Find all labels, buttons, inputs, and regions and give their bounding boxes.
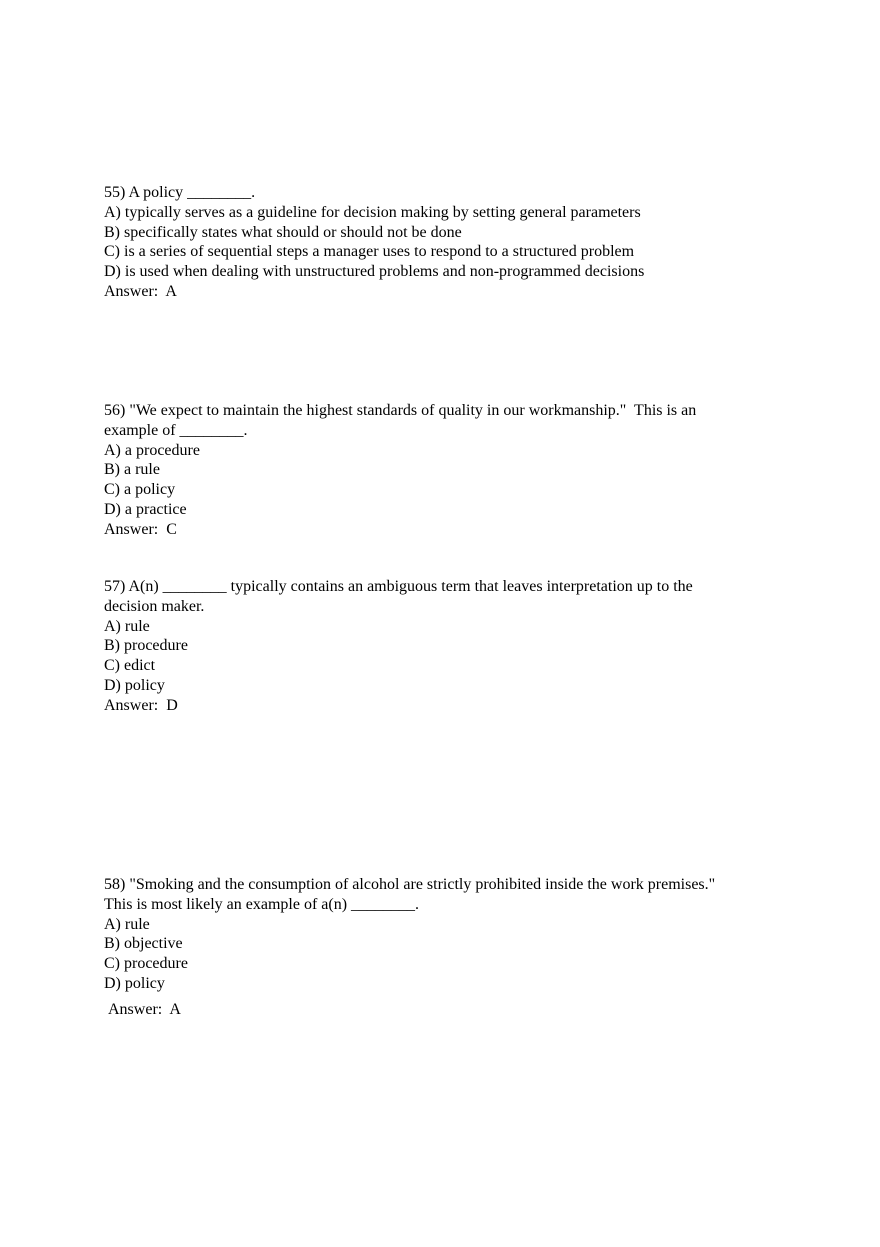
option-d: D) is used when dealing with unstructured problems and non-programmed decisions <box>104 263 645 281</box>
question-stem: 58) "Smoking and the consumption of alcohol are strictly prohibited inside the work premises." <box>104 876 716 893</box>
question-58 <box>104 875 784 1020</box>
option-a: A) typically serves as a guideline for decision making by setting general parameters <box>104 203 641 221</box>
answer: Answer: C <box>104 520 177 538</box>
option-b: B) procedure <box>104 637 188 655</box>
answer: Answer: A <box>108 1000 181 1018</box>
option-d: D) policy <box>104 974 165 992</box>
option-d: D) policy <box>104 676 165 694</box>
option-c: C) a policy <box>104 481 176 499</box>
option-b: B) a rule <box>104 461 160 479</box>
question-55 <box>104 183 784 302</box>
question-stem: 55) A policy ________. <box>104 184 256 201</box>
option-a: A) rule <box>104 915 150 933</box>
option-b: B) specifically states what should or should not be done <box>104 223 462 241</box>
question-stem-cont: decision maker. <box>104 597 205 615</box>
option-a: A) a procedure <box>104 441 200 459</box>
question-stem-cont: example of ________. <box>104 421 248 439</box>
question-56 <box>104 401 784 540</box>
question-57 <box>104 577 784 716</box>
answer: Answer: D <box>104 696 178 714</box>
option-d: D) a practice <box>104 500 187 518</box>
option-a: A) rule <box>104 617 150 635</box>
option-b: B) objective <box>104 935 183 953</box>
question-stem-cont: This is most likely an example of a(n) ________. <box>104 895 420 913</box>
answer: Answer: A <box>104 282 177 300</box>
option-c: C) edict <box>104 657 156 675</box>
question-stem: 56) "We expect to maintain the highest standards of quality in our workmanship." This is an <box>104 402 697 419</box>
option-c: C) procedure <box>104 955 188 973</box>
option-c: C) is a series of sequential steps a manager uses to respond to a structured problem <box>104 243 635 261</box>
question-stem: 57) A(n) ________ typically contains an ambiguous term that leaves interpretation up to the <box>104 578 693 595</box>
